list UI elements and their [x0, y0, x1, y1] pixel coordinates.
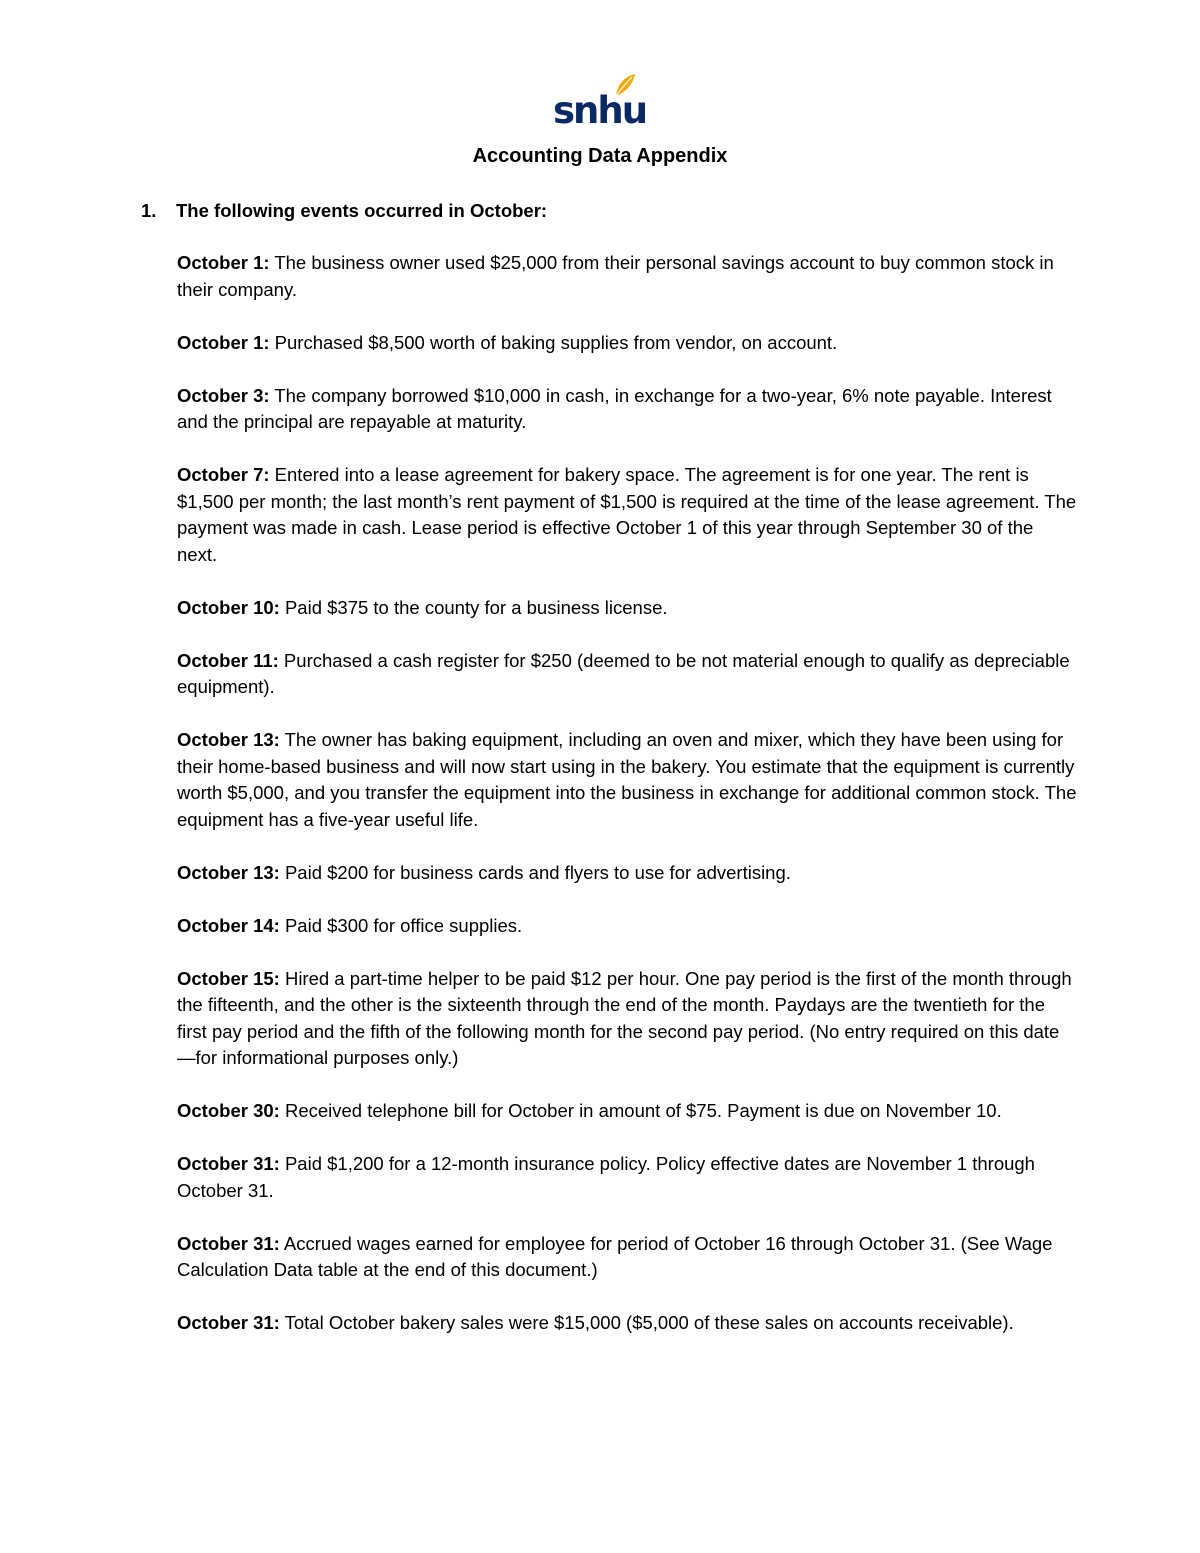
- event-text: Paid $300 for office supplies.: [279, 914, 523, 936]
- event-list: [177, 250, 1077, 1363]
- event-date: October 1:: [177, 252, 270, 273]
- event-date: October 31:: [177, 1153, 280, 1174]
- event-text: Entered into a lease agreement for bakery space. The agreement is for one year. The rent is $1,500 per month; the last month’s rent payment of $1,500 is required at the time of the lease agreement. The payment was made in cash. Lease period is effective October 1 of this year through September 30 of the next.: [177, 464, 1077, 565]
- event-text: Paid $375 to the county for a business license.: [279, 596, 668, 618]
- logo-wordmark: snhu: [553, 89, 647, 132]
- snhu-logo: [553, 72, 647, 134]
- event-date: October 14:: [177, 914, 280, 936]
- event-date: October 30:: [177, 1100, 280, 1121]
- event-item: [177, 913, 1077, 940]
- event-item: [177, 727, 1077, 833]
- event-text: Hired a part-time helper to be paid $12 per hour. One pay period is the first of the month through the fifteenth, and the other is the sixteenth through the end of the month. Paydays are the twentieth for the first pay period and the fifth of the following month for the second pay period. (No entry required on this date—for informational purposes only.): [177, 967, 1072, 1068]
- section-heading: [141, 198, 547, 224]
- event-item: [177, 860, 1077, 887]
- event-date: October 1:: [177, 331, 270, 353]
- event-item: [177, 648, 1077, 701]
- event-text: The business owner used $25,000 from their personal savings account to buy common stock in their company.: [177, 252, 1054, 300]
- event-date: October 11:: [177, 649, 279, 671]
- event-text: Total October bakery sales were $15,000 ($5,000 of these sales on accounts receivable).: [279, 1312, 1014, 1333]
- section-number: 1.: [141, 200, 157, 221]
- event-item: [177, 966, 1077, 1072]
- event-date: October 15:: [177, 967, 280, 989]
- event-item: [177, 462, 1077, 568]
- event-text: Received telephone bill for October in amount of $75. Payment is due on November 10.: [279, 1100, 1002, 1121]
- event-date: October 13:: [177, 861, 280, 883]
- event-text: Purchased $8,500 worth of baking supplies from vendor, on account.: [269, 331, 838, 353]
- event-text: Paid $1,200 for a 12-month insurance policy. Policy effective dates are November 1 through October 31.: [177, 1153, 1035, 1201]
- event-date: October 31:: [177, 1312, 280, 1333]
- event-date: October 7:: [177, 464, 270, 485]
- event-text: The owner has baking equipment, including an oven and mixer, which they have been using for their home-based business and will now start using in the bakery. You estimate that the equipment is currently worth $5,000, and you transfer the equipment into the business in exchange for additional common stock. The equipment has a five-year useful life.: [177, 729, 1077, 830]
- event-item: [177, 383, 1077, 436]
- event-item: [177, 330, 1077, 357]
- event-item: [177, 1231, 1077, 1284]
- event-date: October 31:: [177, 1232, 280, 1254]
- event-date: October 3:: [177, 384, 270, 406]
- event-text: Purchased a cash register for $250 (deemed to be not material enough to qualify as depreciable equipment).: [177, 649, 1070, 697]
- event-item: [177, 250, 1077, 303]
- event-date: October 13:: [177, 729, 280, 750]
- event-text: The company borrowed $10,000 in cash, in exchange for a two-year, 6% note payable. Interest and the principal are repayable at maturity.: [177, 384, 1052, 432]
- event-item: [177, 1098, 1077, 1125]
- page-title: Accounting Data Appendix: [472, 145, 728, 167]
- event-text: Paid $200 for business cards and flyers to use for advertising.: [279, 861, 791, 883]
- event-item: [177, 595, 1077, 622]
- section-heading-text: The following events occurred in October:: [176, 200, 548, 221]
- event-text: Accrued wages earned for employee for period of October 16 through October 31. (See Wage Calculation Data table at the end of this document.): [177, 1232, 1053, 1280]
- event-item: [177, 1310, 1077, 1337]
- event-item: [177, 1151, 1077, 1204]
- event-date: October 10:: [177, 596, 280, 618]
